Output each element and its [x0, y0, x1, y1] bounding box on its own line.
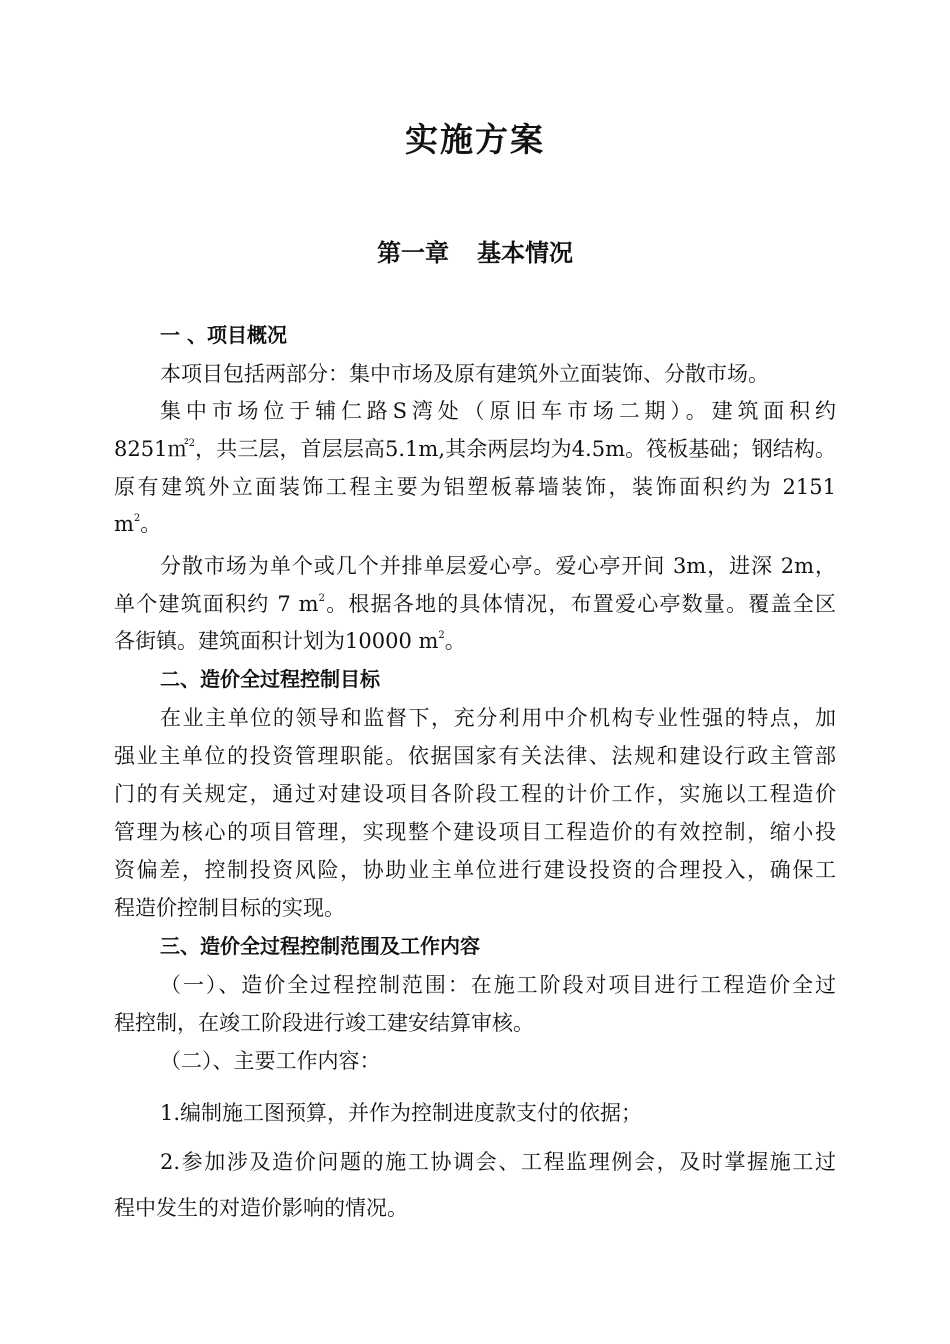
list-item: 1.编制施工图预算，并作为控制进度款支付的依据； [160, 1101, 643, 1125]
superscript: 2 [438, 630, 445, 641]
list-item: 2.参加涉及造价问题的施工协调会、工程监理例会，及时掌握施工过 [160, 1150, 836, 1174]
paragraph-line: 程控制，在竣工阶段进行竣工建安结算审核。 [114, 1011, 534, 1035]
paragraph-line: 分散市场为单个或几个并排单层爱心亭。爱心亭开间 3m，进深 2m， [160, 554, 836, 578]
paragraph-line: 本项目包括两部分：集中市场及原有建筑外立面装饰、分散市场。 [160, 362, 769, 386]
superscript: 2 [318, 593, 325, 604]
document-title: 实施方案 [405, 120, 545, 159]
superscript: 2 [188, 438, 196, 449]
paragraph-line [114, 431, 836, 468]
chapter-title [0, 233, 950, 268]
section-heading-target: 二、造价全过程控制目标 [160, 667, 380, 691]
paragraph-line [114, 506, 836, 543]
superscript: 2 [133, 513, 141, 524]
paragraph-line: 原有建筑外立面装饰工程主要为铝塑板幕墙装饰，装饰面积约为 2151 [114, 475, 836, 499]
text-segment: 8251㎡ [114, 437, 189, 461]
paragraph-line: （二）、主要工作内容： [160, 1049, 381, 1073]
text-segment: ，共三层，首层层高5.1m,其余两层均为4.5m。筏板基础；钢结构。 [195, 437, 837, 461]
chapter-name: 基本情况 [477, 239, 573, 267]
chapter-number: 第一章 [377, 239, 449, 267]
paragraph-line [114, 623, 836, 660]
paragraph-line: 管理为核心的项目管理，实现整个建设项目工程造价的有效控制，缩小投 [114, 820, 836, 844]
text-segment: 各街镇。建筑面积计划为10000 m [114, 629, 439, 653]
text-segment: m [114, 512, 134, 536]
text-segment: 。 [140, 512, 162, 536]
list-item-continuation: 程中发生的对造价影响的情况。 [114, 1196, 408, 1220]
paragraph-line [114, 586, 836, 623]
paragraph-line: 门的有关规定，通过对建设项目各阶段工程的计价工作，实施以工程造价 [114, 782, 836, 806]
paragraph-line: 在业主单位的领导和监督下，充分利用中介机构专业性强的特点，加 [160, 706, 836, 730]
paragraph-line: （一）、造价全过程控制范围：在施工阶段对项目进行工程造价全过 [160, 973, 836, 997]
paragraph-line: 集中市场位于辅仁路S湾处（原旧车市场二期）。建筑面积约 [160, 399, 836, 423]
section-heading-overview: 一 、项目概况 [160, 323, 287, 347]
text-segment: 单个建筑面积约 7 m [114, 592, 319, 616]
text-segment: 。根据各地的具体情况，布置爱心亭数量。覆盖全区 [324, 592, 836, 616]
paragraph-line: 资偏差，控制投资风险，协助业主单位进行建设投资的合理投入，确保工 [114, 858, 836, 882]
section-heading-scope: 三、造价全过程控制范围及工作内容 [160, 934, 480, 958]
paragraph-line: 程造价控制目标的实现。 [114, 896, 345, 920]
text-segment: 。 [444, 629, 466, 653]
paragraph-line: 强业主单位的投资管理职能。依据国家有关法律、法规和建设行政主管部 [114, 744, 836, 768]
